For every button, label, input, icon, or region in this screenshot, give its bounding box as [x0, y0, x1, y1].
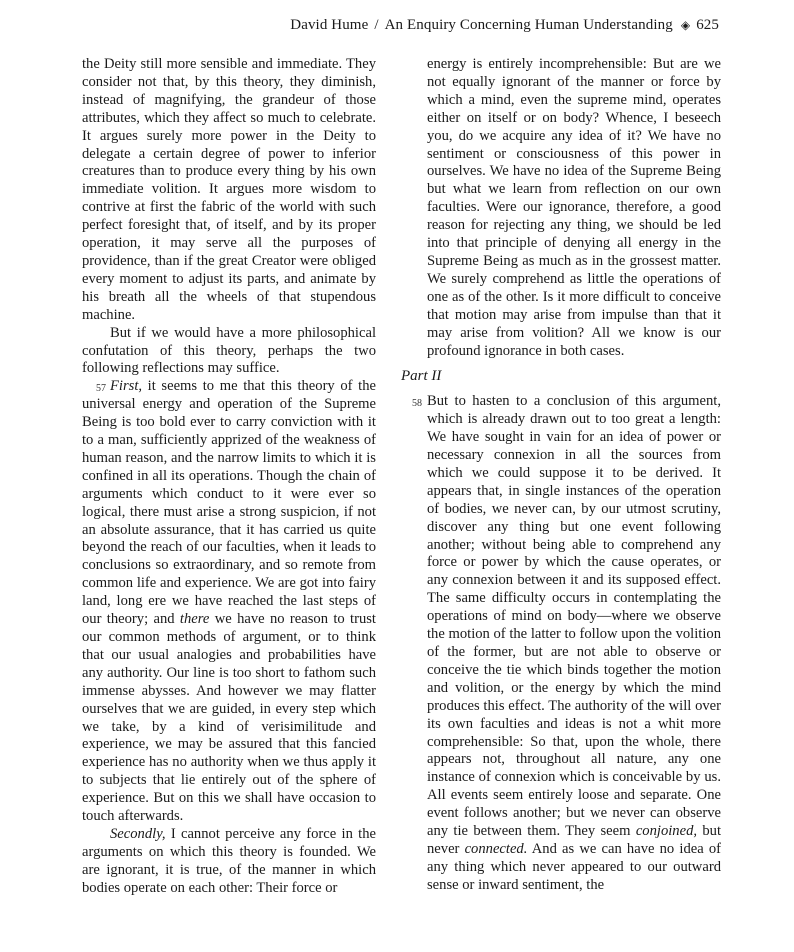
- right-column: [401, 56, 722, 895]
- connected-emphasis: connected.: [464, 840, 528, 857]
- left-column: [82, 56, 376, 898]
- header-title: An Enquiry Concerning Human Understanding: [384, 17, 673, 33]
- ornament-icon: ◈: [680, 18, 691, 32]
- paragraph-58: [412, 393, 722, 894]
- paragraph-energy: energy is entirely incomprehensible: But are we not equally ignorant of the manner or force by which a mind, even the supreme mind, operates either on itself or on body? Whence, I beseech you, do we acquire any idea of it? We have no sentiment or consciousness of this power in ourselves. We have no idea of the Supreme Being but what we learn from reflection on our own faculties. Were our ignorance, therefore, a good reason for rejecting any thing, we should be led into that principle of denying all energy in the Supreme Being as much as in the grossest matter. We surely comprehend as little the operations of one as of the other. Is it more difficult to conceive that motion may arise from impulse than that it may arise from volition? All we know is our profound ignorance in both cases.: [427, 56, 721, 359]
- paragraph-secondly-text: I cannot perceive any force in the arguments on which this theory is founded. We are ignorant, it is true, of the manner in which bodies operate on each other: Their force or: [82, 825, 376, 896]
- paragraph-continuation: the Deity still more sensible and immediate. They consider not that, by this theory, they diminish, instead of magnifying, the grandeur of those attributes, which they affect so much to celebrate. It argues surely more power in the Deity to delegate a certain degree of power to inferior creatures than to produce every thing by his own immediate volition. It argues more wisdom to contrive at first the fabric of the world with such perfect foresight that, of itself, and by its proper operation, it may serve all the purposes of providence, than if the great Creator were obliged every moment to adjust its parts, and animate by his breath all the wheels of that stupendous machine.: [82, 56, 376, 323]
- paragraph-58-text-a: But to hasten to a conclusion of this argument, which is already drawn out to too great a length: We have sought in vain for an idea of power or necessary connexion in all the sources from which we could suppose it to be derived. It appears that, in single instances of the operation of bodies, we never can, by our utmost scrutiny, discover any thing but one event following another; without being able to comprehend any force or power by which the cause operates, or any connexion between it and its supposed effect. The same difficulty occurs in contemplating the operations of mind on body—where we observe the motion of the latter to follow upon the volition of the former, but are not able to observe or conceive the tie which binds together the motion and volition, or the energy by which the mind produces this effect. The authority of the will over its own faculties and ideas is not a whit more comprehensible: So that, upon the whole, there appears not, throughout all nature, any one instance of connexion which is conceivable by us. All events seem entirely loose and separate. One event follows another; but we never can observe any tie between them. They seem: [427, 393, 721, 840]
- paragraph-number-57: 57: [96, 383, 106, 395]
- there-emphasis: there: [179, 611, 210, 628]
- part-heading: Part II: [401, 368, 442, 385]
- header-author: David Hume: [290, 17, 369, 33]
- paragraph-57-text-b: we have no reason to trust our common methods of argument, or to think that our usual analogies and probabilities have any authority. Our line is too short to fathom such immense abysses. And however we may flatter ourselves that we are guided, in every step which we take, by a kind of verisimilitude and experience, we may be assured that this fancied experience has no authority when we thus apply it to subjects that lie entirely out of the sphere of experience. But on this we shall have occasion to touch afterwards.: [82, 611, 376, 825]
- paragraph-number-58: 58: [412, 398, 422, 410]
- paragraph-secondly: [82, 826, 376, 898]
- paragraph-58-text-mid: but never: [427, 823, 721, 857]
- paragraph-57: [82, 378, 376, 826]
- paragraph-57-text-a: it seems to me that this theory of the universal energy and operation of the Supreme Being is too bold ever to carry conviction with it to a man, sufficiently apprized of the weakness of human reason, and the narrow limits to which it is confined in all its operations. Though the chain of arguments which conduct to it were ever so logical, there must arise a strong suspicion, if not an absolute assurance, that it has carried us quite beyond the reach of our faculties, when it leads to conclusions so extraordinary, and so remote from common life and experience. We are got into fairy land, long ere we have reached the last steps of our theory; and: [82, 378, 376, 628]
- conjoined-emphasis: conjoined,: [635, 823, 698, 840]
- secondly-lead: Secondly,: [110, 825, 166, 842]
- paragraph-58-text-b: And as we can have no idea of any thing which never appeared to our outward sense or inward sentiment, the: [427, 840, 722, 893]
- page-number: 625: [696, 17, 719, 33]
- running-head: [290, 17, 719, 34]
- paragraph-confutation: But if we would have a more philosophical confutation of this theory, perhaps the two following reflections may suffice.: [82, 324, 376, 377]
- header-separator: /: [374, 17, 379, 33]
- first-lead: First,: [110, 378, 143, 395]
